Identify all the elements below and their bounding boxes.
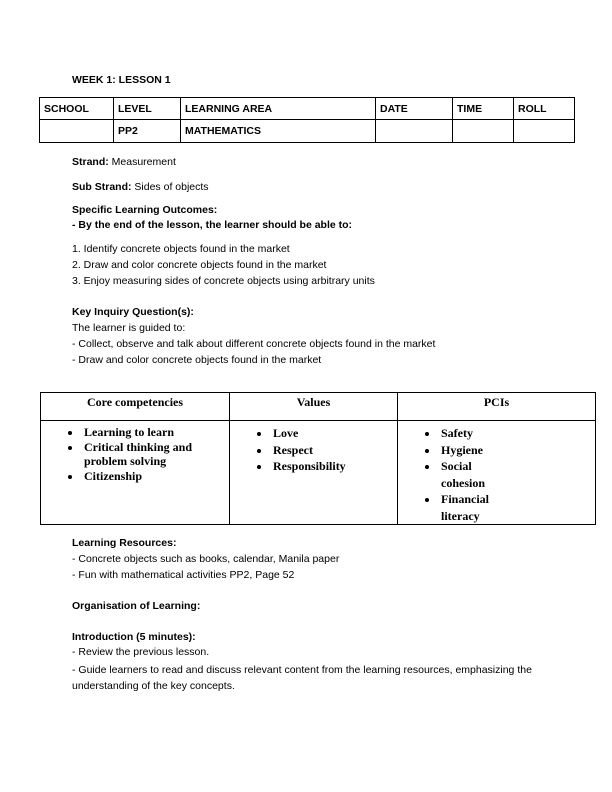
header-learning-area: LEARNING AREA <box>181 98 376 120</box>
list-item: • Learning to learn <box>82 425 210 440</box>
outcomes-title: Specific Learning Outcomes: <box>72 204 218 216</box>
info-value-row <box>40 120 575 143</box>
values-cell <box>230 421 398 525</box>
sub-strand-label: Sub Strand: <box>72 181 132 193</box>
header-core-competencies: Core competencies <box>41 393 230 421</box>
pcis-list <box>398 425 499 524</box>
header-values: Values <box>230 393 398 421</box>
core-competencies-cell <box>41 421 230 525</box>
strand <box>72 156 176 169</box>
list-item: • Critical thinking and problem solving <box>82 440 210 469</box>
sub-strand-value: Sides of objects <box>131 181 209 193</box>
outcomes-intro: - By the end of the lesson, the learner should be able to: <box>72 219 353 231</box>
outcome-item: 2. Draw and color concrete objects found in the market <box>72 259 327 271</box>
header-school: SCHOOL <box>40 98 114 120</box>
inquiry-line: - Collect, observe and talk about different concrete objects found in the market <box>72 338 436 350</box>
resource-line: - Concrete objects such as books, calendar, Manila paper <box>72 553 340 565</box>
introduction-line: - Guide learners to read and discuss relevant content from the learning resources, emphasizing the understanding of the key concepts. <box>72 664 532 692</box>
outcome-item: 1. Identify concrete objects found in the market <box>72 243 290 255</box>
outcome-item: 3. Enjoy measuring sides of concrete objects using arbitrary units <box>72 275 375 287</box>
list-item: • Financial literacy <box>439 491 499 524</box>
pcis-cell <box>398 421 596 525</box>
lesson-info-table <box>39 97 575 143</box>
value-school <box>40 120 114 143</box>
header-roll: ROLL <box>514 98 575 120</box>
list-item: • Social cohesion <box>439 458 499 491</box>
list-item: • Citizenship <box>82 469 210 484</box>
list-item: • Responsibility <box>271 458 397 475</box>
list-item: • Hygiene <box>439 442 499 459</box>
inquiry-title: Key Inquiry Question(s): <box>72 306 194 318</box>
value-date <box>376 120 453 143</box>
inquiry-line: - Draw and color concrete objects found in the market <box>72 354 322 366</box>
strand-label: Strand: <box>72 156 109 168</box>
value-learning-area: MATHEMATICS <box>181 120 376 143</box>
inquiry-line: The learner is guided to: <box>72 322 186 334</box>
competency-header-row <box>41 393 596 421</box>
resources-title: Learning Resources: <box>72 537 177 549</box>
value-roll <box>514 120 575 143</box>
values-list <box>230 425 397 475</box>
introduction-title: Introduction (5 minutes): <box>72 631 196 643</box>
lesson-heading: WEEK 1: LESSON 1 <box>72 74 171 86</box>
header-pcis: PCIs <box>398 393 596 421</box>
header-level: LEVEL <box>114 98 181 120</box>
competency-table <box>40 392 596 525</box>
list-item: • Safety <box>439 425 499 442</box>
header-time: TIME <box>453 98 514 120</box>
introduction-line: - Review the previous lesson. <box>72 646 210 658</box>
resource-line: - Fun with mathematical activities PP2, Page 52 <box>72 569 295 581</box>
list-item: • Respect <box>271 442 397 459</box>
value-time <box>453 120 514 143</box>
header-date: DATE <box>376 98 453 120</box>
value-level: PP2 <box>114 120 181 143</box>
list-item: • Love <box>271 425 397 442</box>
info-header-row <box>40 98 575 120</box>
strand-value: Measurement <box>108 156 176 168</box>
core-competencies-list <box>41 425 210 483</box>
organisation-title: Organisation of Learning: <box>72 600 201 612</box>
sub-strand <box>72 181 209 194</box>
competency-body-row <box>41 421 596 525</box>
